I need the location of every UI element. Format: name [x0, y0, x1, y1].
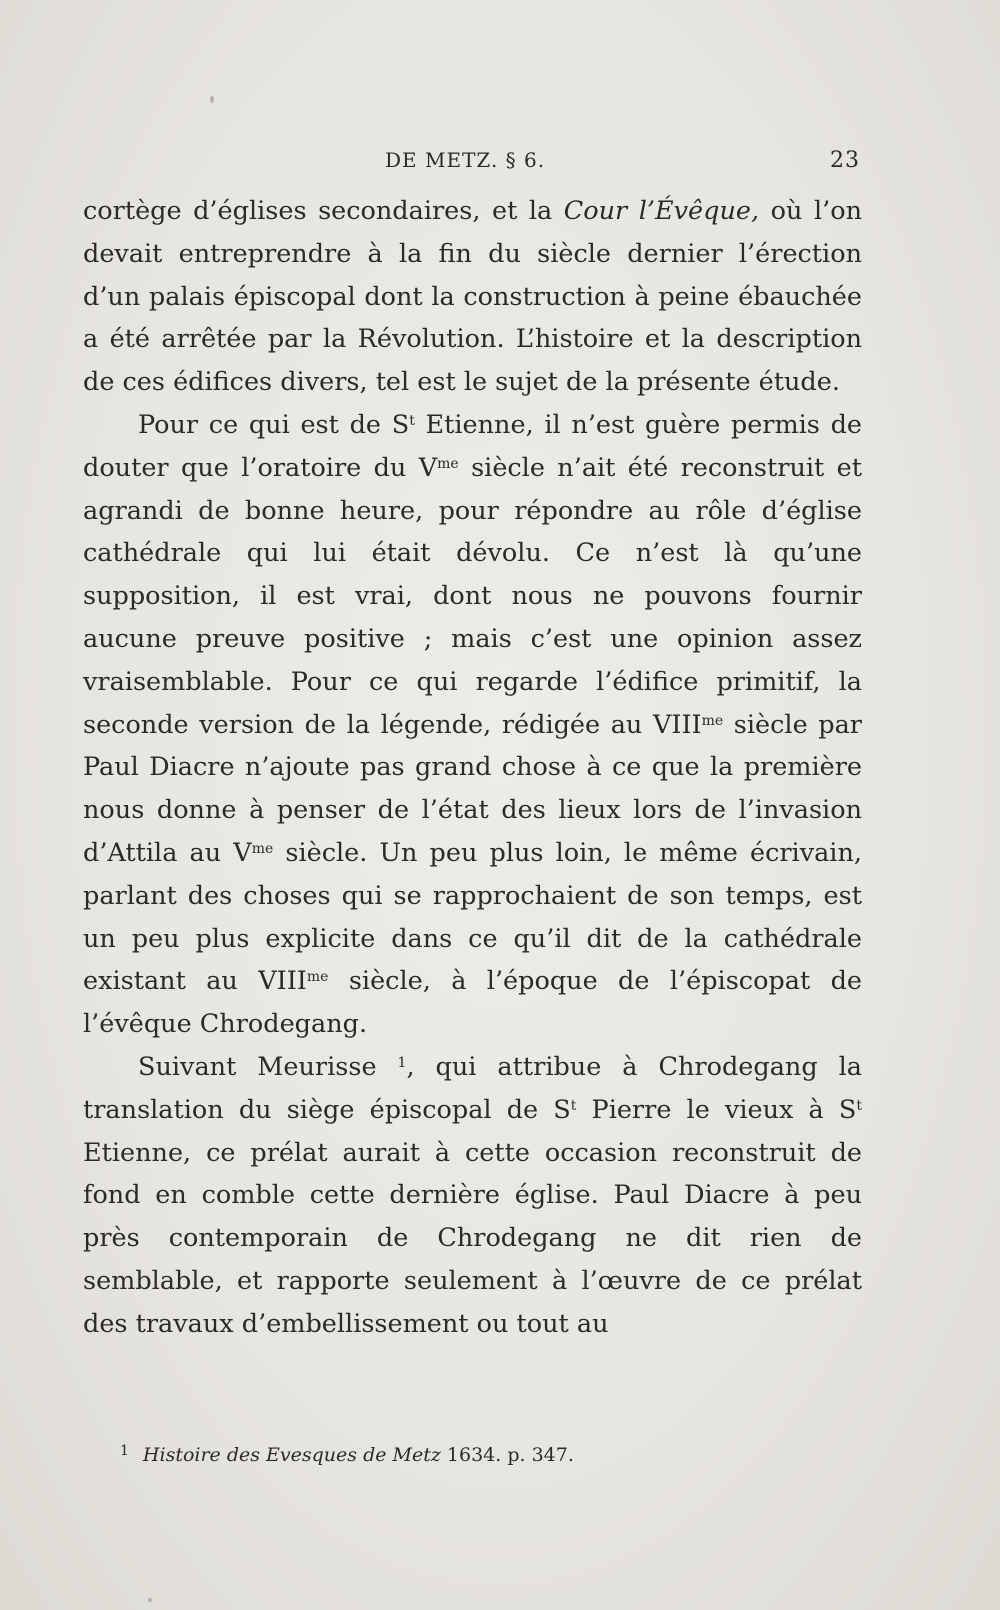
paper-speck	[210, 96, 214, 103]
text-run: Etienne, il n’est guère permis de douter que l’oratoire du V	[83, 409, 863, 483]
superscript: t	[856, 1097, 862, 1114]
superscript: me	[701, 712, 724, 729]
paper-speck	[148, 1598, 152, 1602]
text-run: Etienne, ce prélat aurait à cette occasion reconstruit de fond en comble cette dernière église. Paul Diacre à peu près contemporain de Chrodegang ne dit rien de semblable, et rapporte seulement à l’œuvre de ce prélat des travaux d’embellissement ou tout au	[83, 1137, 862, 1339]
body-text	[83, 190, 862, 1346]
superscript: t	[570, 1097, 577, 1114]
running-head	[90, 148, 860, 178]
superscript: me	[437, 455, 459, 472]
paragraph-1-continuation: où l’on devait entreprendre à la fin du siècle dernier l’érection d’un palais épiscopal dont la construction à peine ébauchée a été arrêtée par la Révolution. L’histoire et la description de ces édifices divers, tel est le sujet de la présente étude.	[83, 196, 862, 398]
text-run: , qui attribue à Chrodegang la translation du siège épiscopal de S	[83, 1051, 862, 1125]
cour-leveque-italic: Cour l’Évêque,	[563, 196, 760, 226]
superscript: me	[251, 840, 274, 857]
text-run: siècle n’ait été reconstruit et agrandi de bonne heure, pour répondre au rôle d’église cathédrale qui lui était dévolu. Ce n’est là qu’une supposition, il est vrai, dont nous ne pouvons fournir aucune preuve positive ; mais c’est une opinion assez vraisemblable. Pour ce qui regarde l’édifice primitif, la seconde version de la légende, rédigée au VIII	[83, 452, 862, 740]
text-run: siècle. Un peu plus loin, le même écrivain, parlant des choses qui se rapprochaient de son temps, est un peu plus explicite dans ce qu’il dit de la cathédrale existant au VIII	[83, 837, 862, 997]
footnote-number: 1	[120, 1443, 129, 1459]
text-run: Pour ce qui est de S	[138, 409, 410, 440]
footnote-details: 1634. p. 347.	[440, 1444, 574, 1466]
running-head-title: DE METZ. § 6.	[385, 148, 546, 172]
paragraph-2	[83, 404, 862, 1046]
paragraph-3	[83, 1046, 862, 1346]
footnote	[120, 1443, 840, 1466]
paragraph-1	[83, 190, 862, 404]
text-run: Pierre le vieux à S	[576, 1094, 857, 1125]
page-number: 23	[830, 148, 860, 173]
superscript: t	[409, 412, 415, 429]
superscript: me	[306, 969, 329, 986]
paragraph-1-text: cortège d’églises secondaires, et la	[83, 196, 564, 226]
text-run: siècle par Paul Diacre n’ajoute pas grand chose à ce que la première nous donne à penser de l’état des lieux lors de l’invasion d’Attila au V	[83, 709, 862, 868]
footnote-reference: 1	[397, 1054, 407, 1071]
text-run: Suivant Meurisse	[138, 1051, 398, 1082]
footnote-title: Histoire des Evesques de Metz	[142, 1444, 441, 1466]
text-run: siècle, à l’époque de l’épiscopat de l’évêque Chrodegang.	[83, 966, 862, 1040]
